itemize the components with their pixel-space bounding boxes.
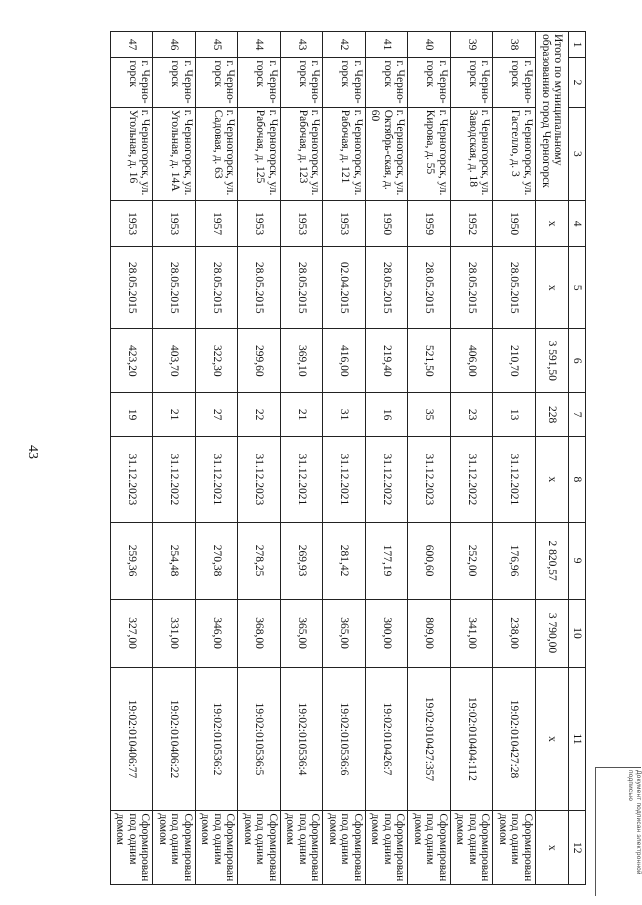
rotated-table-container xyxy=(110,31,586,885)
col9-cell: 270,38 xyxy=(196,522,239,599)
deadline-cell: 31.12.2021 xyxy=(281,437,324,523)
area-cell: 521,50 xyxy=(408,329,451,393)
year-built-cell: 1950 xyxy=(366,201,409,247)
col10-cell: 300,00 xyxy=(366,599,409,667)
col9-cell: 259,36 xyxy=(111,522,154,599)
row-number: 45 xyxy=(196,32,239,58)
table-row xyxy=(323,32,366,885)
year-built-cell: 1953 xyxy=(323,201,366,247)
year-built-cell: 1953 xyxy=(238,201,281,247)
deadline-cell: 31.12.2023 xyxy=(408,437,451,523)
col10-cell: 331,00 xyxy=(153,599,196,667)
area-cell: 219,40 xyxy=(366,329,409,393)
header-cell: 10 xyxy=(569,599,586,667)
cadastral-number-cell: 19:02:010427:357 xyxy=(408,667,451,811)
cadastral-number-cell: 19:02:010404:112 xyxy=(451,667,494,811)
col9-cell: 252,00 xyxy=(451,522,494,599)
recognition-date-cell: 28.05.2015 xyxy=(153,247,196,329)
total-people: 228 xyxy=(536,393,569,437)
city-cell: г. Черно-горск xyxy=(493,58,536,107)
city-cell: г. Черно-горск xyxy=(366,58,409,107)
cadastral-number-cell: 19:02:010406:22 xyxy=(153,667,196,811)
residents-cell: 27 xyxy=(196,393,239,437)
city-cell: г. Черно-горск xyxy=(281,58,324,107)
deadline-cell: 31.12.2023 xyxy=(111,437,154,523)
residents-cell: 23 xyxy=(451,393,494,437)
cadastral-number-cell: 19:02:010406:77 xyxy=(111,667,154,811)
col10-cell: 327,00 xyxy=(111,599,154,667)
col10-cell: 365,00 xyxy=(281,599,324,667)
header-cell: 2 xyxy=(569,58,586,107)
city-cell: г. Черно-горск xyxy=(451,58,494,107)
cadastral-number-cell: 19:02:010536:5 xyxy=(238,667,281,811)
electronic-signature-stamp xyxy=(595,767,641,896)
year-built-cell: 1957 xyxy=(196,201,239,247)
row-number: 41 xyxy=(366,32,409,58)
city-cell: г. Черно-горск xyxy=(238,58,281,107)
stamp-text: Документ подписан электронной подписью xyxy=(627,770,642,875)
year-built-cell: 1953 xyxy=(281,201,324,247)
col9-cell: 177,19 xyxy=(366,522,409,599)
address-cell: г. Черногорск, ул. Рабочая, д. 123 xyxy=(281,107,324,200)
col10-cell: 238,00 xyxy=(493,599,536,667)
col9-cell: 281,42 xyxy=(323,522,366,599)
deadline-cell: 31.12.2021 xyxy=(196,437,239,523)
residents-cell: 22 xyxy=(238,393,281,437)
total-cell: x xyxy=(536,247,569,329)
recognition-date-cell: 28.05.2015 xyxy=(238,247,281,329)
header-cell: 12 xyxy=(569,811,586,885)
address-cell: г. Черногорск, ул. Угольная, д. 14А xyxy=(153,107,196,200)
row-number: 39 xyxy=(451,32,494,58)
buildings-table xyxy=(110,31,586,885)
col10-cell: 365,00 xyxy=(323,599,366,667)
row-number: 44 xyxy=(238,32,281,58)
area-cell: 423,20 xyxy=(111,329,154,393)
col9-cell: 269,93 xyxy=(281,522,324,599)
row-number: 40 xyxy=(408,32,451,58)
table-row xyxy=(238,32,281,885)
header-row xyxy=(569,32,586,885)
address-cell: г. Черногорск, ул. Гастелло, д. 3 xyxy=(493,107,536,200)
area-cell: 369,10 xyxy=(281,329,324,393)
header-cell: 9 xyxy=(569,522,586,599)
col10-cell: 341,00 xyxy=(451,599,494,667)
recognition-date-cell: 28.05.2015 xyxy=(196,247,239,329)
year-built-cell: 1950 xyxy=(493,201,536,247)
residents-cell: 21 xyxy=(153,393,196,437)
land-status-cell: Сформирован под одним домом xyxy=(451,811,494,885)
city-cell: г. Черно-горск xyxy=(111,58,154,107)
residents-cell: 31 xyxy=(323,393,366,437)
table-row xyxy=(493,32,536,885)
deadline-cell: 31.12.2023 xyxy=(238,437,281,523)
recognition-date-cell: 28.05.2015 xyxy=(281,247,324,329)
area-cell: 322,30 xyxy=(196,329,239,393)
row-number: 42 xyxy=(323,32,366,58)
area-cell: 403,70 xyxy=(153,329,196,393)
residents-cell: 35 xyxy=(408,393,451,437)
address-cell: г. Черногорск, ул. Кирова, д. 55 xyxy=(408,107,451,200)
land-status-cell: Сформирован под одним домом xyxy=(281,811,324,885)
recognition-date-cell: 28.05.2015 xyxy=(451,247,494,329)
total-c10: 3 790,00 xyxy=(536,599,569,667)
year-built-cell: 1953 xyxy=(111,201,154,247)
land-status-cell: Сформирован под одним домом xyxy=(153,811,196,885)
row-number: 38 xyxy=(493,32,536,58)
address-cell: г. Черногорск, ул. Рабочая, д. 125 xyxy=(238,107,281,200)
year-built-cell: 1952 xyxy=(451,201,494,247)
total-cell: x xyxy=(536,667,569,811)
col9-cell: 278,25 xyxy=(238,522,281,599)
cadastral-number-cell: 19:02:010427:28 xyxy=(493,667,536,811)
address-cell: г. Черногорск, ул. Садовая, д. 63 xyxy=(196,107,239,200)
land-status-cell: Сформирован под одним домом xyxy=(493,811,536,885)
total-cell: x xyxy=(536,201,569,247)
year-built-cell: 1959 xyxy=(408,201,451,247)
area-cell: 406,00 xyxy=(451,329,494,393)
col10-cell: 809,00 xyxy=(408,599,451,667)
cadastral-number-cell: 19:02:010536:2 xyxy=(196,667,239,811)
address-cell: г. Черногорск, ул. Заводская, д. 18 xyxy=(451,107,494,200)
header-cell: 4 xyxy=(569,201,586,247)
recognition-date-cell: 28.05.2015 xyxy=(366,247,409,329)
table-body xyxy=(111,32,586,885)
col10-cell: 346,00 xyxy=(196,599,239,667)
deadline-cell: 31.12.2021 xyxy=(493,437,536,523)
land-status-cell: Сформирован под одним домом xyxy=(111,811,154,885)
table-row xyxy=(451,32,494,885)
deadline-cell: 31.12.2022 xyxy=(153,437,196,523)
area-cell: 299,60 xyxy=(238,329,281,393)
table-row xyxy=(111,32,154,885)
total-label: Итого по муниципальному образованию город Черногорск xyxy=(536,32,569,201)
col9-cell: 176,96 xyxy=(493,522,536,599)
table-row xyxy=(408,32,451,885)
residents-cell: 21 xyxy=(281,393,324,437)
total-cell: x xyxy=(536,811,569,885)
city-cell: г. Черно-горск xyxy=(323,58,366,107)
cadastral-number-cell: 19:02:010536:6 xyxy=(323,667,366,811)
header-cell: 8 xyxy=(569,437,586,523)
land-status-cell: Сформирован под одним домом xyxy=(196,811,239,885)
col9-cell: 600,60 xyxy=(408,522,451,599)
address-cell: г. Черногорск, ул. Октябрь-ская, д. 60 xyxy=(366,107,409,200)
total-row xyxy=(536,32,569,885)
year-built-cell: 1953 xyxy=(153,201,196,247)
cadastral-number-cell: 19:02:010426:7 xyxy=(366,667,409,811)
land-status-cell: Сформирован под одним домом xyxy=(238,811,281,885)
header-cell: 5 xyxy=(569,247,586,329)
total-cell: x xyxy=(536,437,569,523)
city-cell: г. Черно-горск xyxy=(196,58,239,107)
city-cell: г. Черно-горск xyxy=(153,58,196,107)
land-status-cell: Сформирован под одним домом xyxy=(323,811,366,885)
cadastral-number-cell: 19:02:010536:4 xyxy=(281,667,324,811)
deadline-cell: 31.12.2022 xyxy=(366,437,409,523)
header-cell: 1 xyxy=(569,32,586,58)
area-cell: 210,70 xyxy=(493,329,536,393)
deadline-cell: 31.12.2022 xyxy=(451,437,494,523)
residents-cell: 19 xyxy=(111,393,154,437)
address-cell: г. Черногорск, ул. Рабочая, д. 121 xyxy=(323,107,366,200)
header-cell: 7 xyxy=(569,393,586,437)
header-cell: 6 xyxy=(569,329,586,393)
col9-cell: 254,48 xyxy=(153,522,196,599)
col10-cell: 368,00 xyxy=(238,599,281,667)
row-number: 47 xyxy=(111,32,154,58)
residents-cell: 16 xyxy=(366,393,409,437)
table-row xyxy=(281,32,324,885)
recognition-date-cell: 02.04.2015 xyxy=(323,247,366,329)
area-cell: 416,00 xyxy=(323,329,366,393)
header-cell: 3 xyxy=(569,107,586,200)
table-row xyxy=(366,32,409,885)
header-cell: 11 xyxy=(569,667,586,811)
total-c9: 2 820,57 xyxy=(536,522,569,599)
recognition-date-cell: 28.05.2015 xyxy=(493,247,536,329)
land-status-cell: Сформирован под одним домом xyxy=(366,811,409,885)
table-row xyxy=(153,32,196,885)
city-cell: г. Черно-горск xyxy=(408,58,451,107)
recognition-date-cell: 28.05.2015 xyxy=(111,247,154,329)
deadline-cell: 31.12.2021 xyxy=(323,437,366,523)
residents-cell: 13 xyxy=(493,393,536,437)
row-number: 43 xyxy=(281,32,324,58)
total-area: 3 591,50 xyxy=(536,329,569,393)
table-row xyxy=(196,32,239,885)
row-number: 46 xyxy=(153,32,196,58)
address-cell: г. Черногорск, ул. Угольная, д. 16 xyxy=(111,107,154,200)
land-status-cell: Сформирован под одним домом xyxy=(408,811,451,885)
recognition-date-cell: 28.05.2015 xyxy=(408,247,451,329)
page-number: 43 xyxy=(25,445,40,459)
